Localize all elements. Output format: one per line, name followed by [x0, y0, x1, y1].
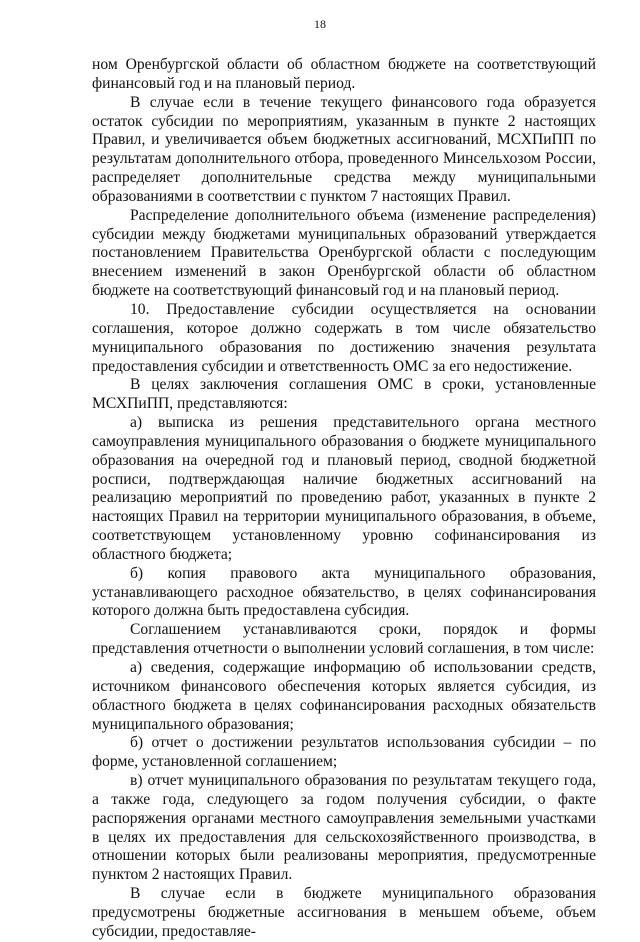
list-item-a: а) сведения, содержащие информацию об использовании средств, источником финансового обеспечения которых является субсидия, из областного бюджета в целях софинансирования расходных обязательств муниципального образования; [92, 659, 596, 733]
paragraph: В целях заключения соглашения ОМС в сроки, установленные МСХПиПП, представляются: [92, 376, 596, 413]
paragraph: Соглашением устанавливаются сроки, порядок и формы представления отчетности о выполнении условий соглашения, в том числе: [92, 621, 596, 658]
list-item-a: а) выписка из решения представительного органа местного самоуправления муниципального образования о бюджете муниципального образования на очередной год и плановый период, сводной бюджетной росписи, подтверждающая наличие бюджетных ассигнований на реализацию мероприятий по проведению работ, указанных в пункте 2 настоящих Правил на территории муниципального образования, в объеме, соответствующем установленному уровню софинансирования из областного бюджета; [92, 414, 596, 563]
paragraph: В случае если в бюджете муниципального образования предусмотрены бюджетные ассигнования в меньшем объеме, объем субсидии, предоставляе- [92, 885, 596, 940]
paragraph: ном Оренбургской области об областном бюджете на соответствующий финансовый год и на плановый период. [92, 56, 596, 92]
list-item-v: в) отчет муниципального образования по результатам текущего года, а также года, следующего за годом получения субсидии, о факте распоряжения органами местного самоуправления земельными участками в целях их предоставления для сельскохозяйственного производства, в отношении которых были реализованы мероприятия, предусмотренные пунктом 2 настоящих Правил. [92, 772, 596, 884]
list-item-b: б) отчет о достижении результатов использования субсидии – по форме, установленной соглашением; [92, 734, 596, 771]
document-body [92, 56, 596, 942]
list-item-b: б) копия правового акта муниципального образования, устанавливающего расходное обязательство, в целях софинансирования которого должна быть предоставлена субсидия. [92, 564, 596, 620]
page-number: 18 [314, 17, 326, 31]
paragraph: Распределение дополнительного объема (изменение распределения) субсидии между бюджетами муниципальных образований утверждается постановлением Правительства Оренбургской области с последующим внесением изменений в закон Оренбургской области об областном бюджете на соответствующий финансовый год и на плановый период. [92, 206, 596, 300]
paragraph: В случае если в течение текущего финансового года образуется остаток субсидии по мероприятиям, указанным в пункте 2 настоящих Правил, и увеличивается объем бюджетных ассигнований, МСХПиПП по результатам дополнительного отбора, проведенного Минсельхозом России, распределяет дополнительные средства между муниципальными образованиями в соответствии с пунктом 7 настоящих Правил. [92, 93, 596, 205]
paragraph-point-10: 10. Предоставление субсидии осуществляется на основании соглашения, которое должно содержать в том числе обязательство муниципального образования по достижению значения результата предоставления субсидии и ответственность ОМС за его недостижение. [92, 300, 596, 375]
